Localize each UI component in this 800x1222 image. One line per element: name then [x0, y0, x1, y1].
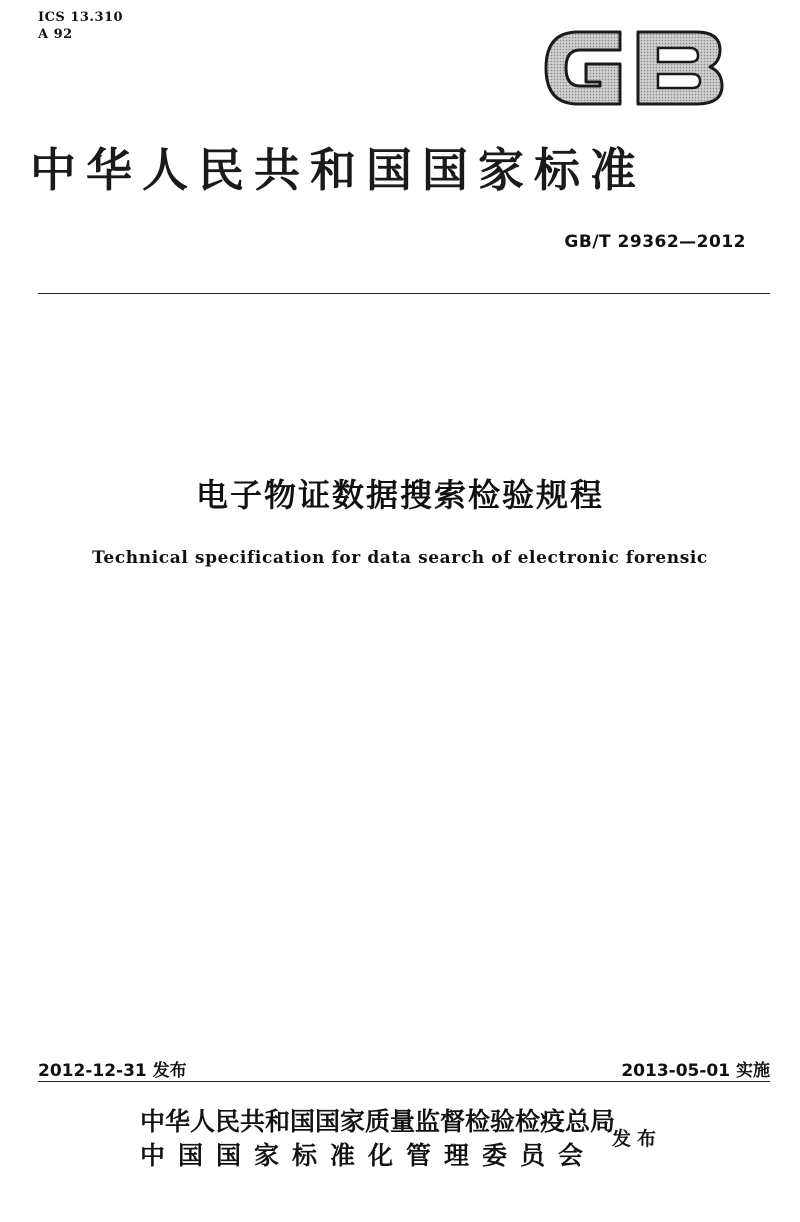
implementation-date: 2013-05-01 实施 — [621, 1061, 770, 1081]
standard-type-heading: 中华人民共和国国家标准 — [30, 143, 646, 197]
issue-date: 2012-12-31 发布 — [38, 1061, 187, 1081]
bottom-divider — [38, 1081, 770, 1082]
english-title: Technical specification for data search of electronic forensic — [92, 548, 708, 568]
chinese-title: 电子物证数据搜索检验规程 — [195, 476, 604, 514]
gb-logo-text: GB — [538, 24, 540, 25]
top-divider — [38, 293, 770, 294]
standard-number: GB/T 29362—2012 — [564, 232, 746, 252]
ccs-code: A 92 — [38, 27, 73, 42]
issuer-aqsiq: 中华人民共和国国家质量监督检验检疫总局 — [140, 1107, 616, 1136]
ics-code: ICS 13.310 — [38, 10, 124, 25]
issuer-sac: 中国国家标准化管理委员会 — [140, 1141, 597, 1170]
issue-label: 发布 — [612, 1128, 663, 1150]
gb-logo — [538, 24, 728, 112]
